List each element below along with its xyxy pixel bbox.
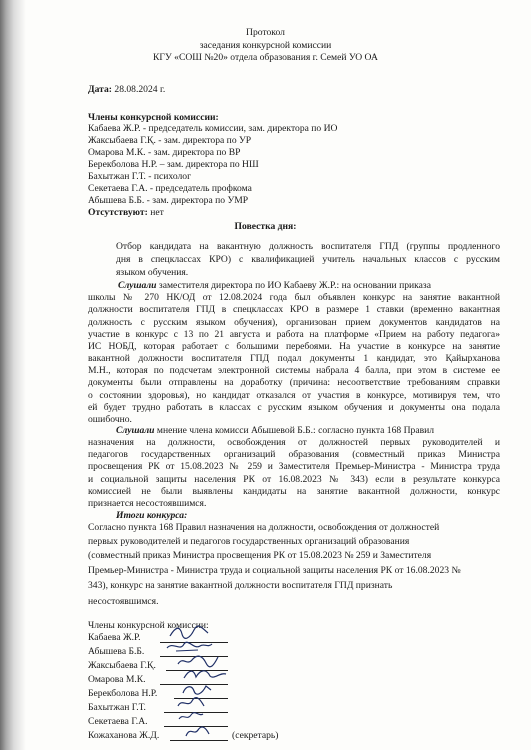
heard-line: о состоянии здоровья), но кандидат отказался от участия в конкурсе, мотивируя тем, что	[88, 390, 500, 401]
meeting-date	[88, 84, 165, 95]
results-heading: Итоги конкурса:	[116, 510, 188, 521]
date-value: 28.08.2024 г.	[114, 84, 166, 95]
signatory-name: Бахытжан Г.Т.	[88, 702, 146, 713]
signatory-name: Жаксыбаева Г.Қ.	[88, 660, 156, 671]
secretary-note: (секретарь)	[232, 730, 279, 741]
handwritten-signature	[180, 666, 228, 682]
heard-first-line	[118, 280, 431, 291]
members-heading: Члены конкурсной комиссии:	[88, 112, 219, 123]
results-line: несостоявшимся.	[88, 596, 159, 607]
results-line: (совместный приказ Министра просвещения РК от 15.08.2023 № 259 и Заместителя	[88, 550, 432, 561]
absent-value: нет	[150, 207, 164, 218]
heard2-line: педагогов государственных организаций образования (совместный приказ Министра	[88, 449, 500, 460]
member-item: Берекболова Н.Р. – зам. директора по НШ	[88, 159, 259, 170]
member-item: Секетаева Г.А. - председатель профкома	[88, 183, 252, 194]
heard-line: вакантной должности воспитателя ГПД подал документы 1 кандидат, это Қайырханова	[88, 353, 500, 364]
heard-line: участие в конкурс с 13 по 21 августа и работа на платформе «Прием на работу педагога»	[88, 329, 500, 340]
heard-label: Слушали	[118, 280, 157, 291]
agenda-line: дня в спецклассах КРО) с квалификацией учитель начальных классов с русским	[116, 254, 500, 265]
signatures-heading: Члены конкурсной комиссии:	[88, 620, 209, 631]
signatory-name: Секетаева Г.А.	[88, 716, 148, 727]
signatory-name: Кожаханова Ж.Д.	[88, 730, 160, 741]
heard2-line: назначения на должности, освобождения от должностей первых руководителей и	[88, 437, 500, 448]
heard-line: ИС НОБД, которая работает с большими перебоями. На участие в конкурсе на занятие	[88, 341, 500, 352]
heard-text: заместителя директора по ИО Кабаеву Ж.Р.: на основании приказа	[158, 280, 431, 291]
date-label: Дата:	[88, 84, 112, 95]
member-item: Омарова М.К. - зам. директора по ВР	[88, 147, 241, 158]
heard2-line: и социальной защиты населения РК от 16.08.2023 № 343) если в результате конкурса	[88, 474, 500, 485]
organization-name: КГУ «СОШ №20» отдела образования г. Семей УО ОА	[153, 52, 378, 63]
handwritten-signature	[182, 724, 212, 740]
results-line: Согласно пункта 168 Правил назначения на должности, освобождения от должностей	[88, 522, 440, 533]
heard-line: М.Н., которая по подсчетам электронной системы набрала 4 балла, при этом в системе ее	[88, 365, 500, 376]
heard2-first-line	[116, 425, 434, 436]
results-line: Премьер-Министра - Министра труда и социальной защиты населения РК от 16.08.2023 №	[88, 565, 461, 576]
member-item: Бахытжан Г.Т. - психолог	[88, 171, 192, 182]
signatory-name: Кабаева Ж.Р.	[88, 632, 141, 643]
agenda-line: Отбор кандидата на вакантную должность воспитателя ГПД (группы продленного	[116, 241, 500, 252]
signatory-name: Берекболова Н.Р.	[88, 688, 158, 699]
heard2-label: Слушали	[116, 425, 155, 436]
absent-line	[88, 207, 164, 218]
heard-line: ей будет трудно работать в классах с русским языком обучения и документы она подала	[88, 402, 500, 413]
results-line: первых руководителей и педагогов государственных организаций образования	[88, 536, 410, 547]
absent-label: Отсутствуют:	[88, 207, 148, 218]
signature-line	[170, 740, 228, 741]
results-line: 343), конкурс на занятие вакантной должности воспитателя ГПД признать	[88, 580, 393, 591]
scan-edge-shadow	[0, 0, 26, 750]
agenda-heading: Повестка дня:	[234, 221, 297, 232]
heard-line: должности воспитателя ГПД в спецклассах КРО в размере 1 ставки (временно вакантная	[88, 304, 500, 315]
member-item: Жаксыбаева Г.Қ. - зам. директора по УР	[88, 135, 252, 146]
heard2-line: комиссией не были выявлены кандидаты на занятие вакантной должности, конкурс	[88, 486, 500, 497]
heard-line: школы № 270 НК/ОД от 12.08.2024 года был объявлен конкурс на занятие вакантной	[88, 292, 500, 303]
heard2-text: мнение члена комисси Абышевой Б.Б.: согласно пункта 168 Правил	[156, 425, 435, 436]
heard2-line: просвещения РК от 15.08.2023 № 259 и Заместителя Премьер-Министра - Министра труда	[88, 461, 500, 472]
heard2-line: признается несостоявшимся.	[88, 498, 207, 509]
signatory-name: Омарова М.К.	[88, 674, 146, 685]
agenda-line: языком обучения.	[116, 267, 189, 278]
heard-line: ошибочно.	[88, 414, 132, 425]
signatory-name: Абышева Б.Б.	[88, 646, 145, 657]
heard-line: должность с русским языком обучения), организован прием документов кандидатов на	[88, 317, 500, 328]
handwritten-signature	[176, 709, 206, 725]
protocol-title: Протокол	[246, 27, 285, 38]
protocol-subtitle: заседания конкурсной комиссии	[199, 40, 332, 51]
handwritten-signature	[164, 638, 214, 654]
heard-line: документы были отправлены на доработку (причина: несоответствие требованиям справки	[88, 377, 500, 388]
member-item: Абышева Б.Б. - зам. директора по УМР	[88, 195, 249, 206]
member-item: Кабаева Ж.Р. - председатель комиссии, зам. директора по ИО	[88, 123, 338, 134]
